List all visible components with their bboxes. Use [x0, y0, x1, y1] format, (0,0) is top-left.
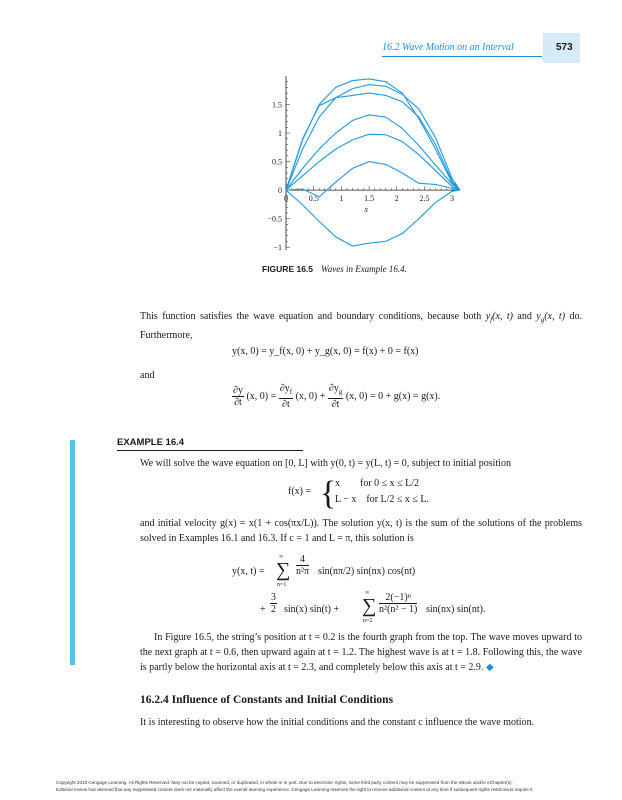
sum1-top: ∞ — [279, 554, 284, 560]
x-tick-label: 3 — [450, 194, 455, 204]
equation-2-tail: (x, 0) = 0 + g(x) = g(x). — [345, 390, 441, 402]
copyright-footer — [56, 779, 576, 793]
end-of-example-icon: ◆ — [485, 662, 494, 673]
section-paragraph: It is interesting to observe how the initial conditions and the constant c influence the wave motion. — [140, 717, 535, 728]
f-case-1: x for 0 ≤ x ≤ L/2 — [335, 478, 420, 489]
series-line — [286, 115, 460, 190]
p1-text: This function satisfies the wave equation and boundary conditions, because both — [140, 311, 486, 322]
frac1-den: n²π — [296, 566, 310, 577]
y-tick-label: 0.5 — [272, 157, 282, 167]
frac2-num: 3 — [271, 592, 276, 603]
equation-1: y(x, 0) = y_f(x, 0) + y_g(x, 0) = f(x) + 0 = f(x) — [232, 346, 419, 357]
y-tick-label: −1 — [273, 243, 282, 253]
frac-2 — [270, 592, 277, 615]
x-axis-label: x — [364, 205, 369, 215]
page-number: 573 — [556, 42, 573, 53]
plus-sign: + — [260, 604, 266, 615]
solution-term-3: sin(nx) sin(nt). — [426, 604, 486, 615]
f-case-2: L − x for L/2 ≤ x ≤ L. — [335, 494, 430, 505]
p1-and: and — [512, 311, 537, 322]
example-paragraph-3 — [140, 630, 582, 675]
section-heading: 16.2.4 Influence of Constants and Initial Conditions — [140, 694, 394, 706]
sum2-sigma: ∑ — [362, 595, 377, 617]
and-word: and — [140, 370, 155, 381]
x-tick-label: 1 — [339, 194, 344, 204]
frac-3 — [379, 592, 417, 615]
x-tick-label: 0 — [284, 194, 288, 204]
frac3-den: n²(n² − 1) — [379, 604, 418, 615]
header-rule — [382, 56, 542, 57]
paragraph-1: This function satisfies the wave equation and boundary conditions, because both $y_f(x$, t) and $y_g(x$, t) do. Furthermore, — [140, 311, 582, 341]
x-tick-label: 2 — [394, 194, 399, 204]
series-line — [286, 162, 460, 197]
brace: { — [320, 475, 337, 512]
p1-end: do. Furthermore, — [140, 311, 582, 341]
example-intro: We will solve the wave equation on [0, L] with y(0, t) = y(L, t) = 0, subject to initial position — [140, 458, 511, 469]
series-line — [286, 85, 460, 191]
y-tick-label: −0.5 — [267, 214, 282, 224]
equation-2: $\frac{\partial y}{\partial t}$ (x, 0) = $\frac{\partial y_f}{\partial t}$ (x, 0) + $\frac{\partial y_g}{\partial t}$ (x, 0) = 0 + g(x) = g(x). — [233, 383, 441, 410]
x-tick-label: 0.5 — [308, 194, 319, 204]
frac1-num: 4 — [296, 554, 309, 566]
example-paragraph-2: and initial velocity g(x) = x(1 + cos(πx/L)). The solution y(x, t) is the sum of the solutions of the problems solved in Examples 16.1 and 16.3. If c = 1 and L = π, this solution is — [140, 518, 582, 544]
sum2-top: ∞ — [365, 590, 370, 596]
y-tick-label: 0 — [278, 186, 282, 196]
y-tick-label: 1 — [278, 129, 282, 139]
solution-lhs: y(x, t) = — [232, 566, 265, 577]
series-line — [286, 93, 460, 190]
f-lhs: f(x) = — [288, 486, 312, 497]
frac2-den: 2 — [271, 604, 276, 615]
figure-label: FIGURE 16.5 — [262, 264, 314, 274]
x-tick-label: 1.5 — [364, 194, 375, 204]
wave-plot — [250, 70, 470, 260]
example-paragraph-3-text: In Figure 16.5, the string’s position at t = 0.2 is the fourth graph from the top. The wave moves upward to the next graph at t = 0.6, then upward again at t = 1.2. The highest wave is at t = 1.8. Following this, the wave is partly below the horizontal axis at t = 2.3, and completely below this axis at t = 2.9. — [140, 632, 582, 673]
sum1-bottom: n=1 — [277, 582, 287, 588]
figure-caption — [262, 264, 407, 274]
solution-term-1: sin(nπ/2) sin(nx) cos(nt) — [318, 566, 416, 577]
example-rule — [117, 450, 303, 451]
example-title: EXAMPLE 16.4 — [117, 437, 185, 448]
sum2-bottom: n=2 — [363, 618, 373, 624]
frac-1 — [296, 554, 309, 577]
copyright-line-2: Editorial review has deemed that any suppressed content does not materially affect the overall learning experience. Cengage Learning reserves the right to remove additional content at any time if subsequent rights restrictions require it. — [56, 787, 534, 792]
solution-term-2: sin(x) sin(t) + — [284, 604, 340, 615]
running-header-title: 16.2 Wave Motion on an Interval — [382, 42, 514, 53]
x-tick-label: 2.5 — [419, 194, 430, 204]
figure-caption-text: Waves in Example 16.4. — [321, 264, 407, 274]
sum1-sigma: ∑ — [276, 559, 291, 581]
y-tick-label: 1.5 — [272, 100, 282, 110]
copyright-line-1: Copyright 2010 Cengage Learning. All Rights Reserved. May not be copied, scanned, or duplicated, in whole or in part. Due to electronic rights, some third party content may be suppressed from the eBook and/or eChapter(s). — [56, 780, 513, 785]
example-bar — [70, 440, 75, 665]
frac3-num: 2(−1)ⁿ — [379, 592, 417, 604]
